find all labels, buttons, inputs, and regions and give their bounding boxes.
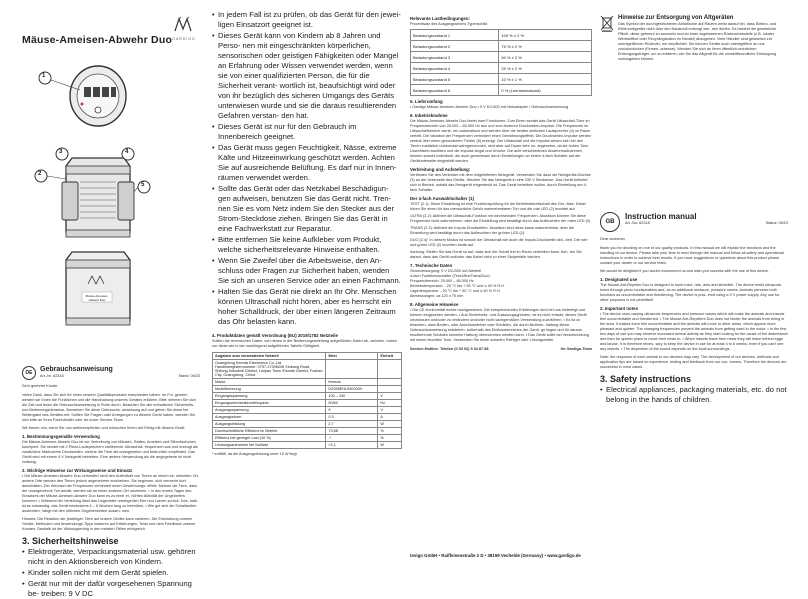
table-note: * entfällt, da die Ausgangsleistung unter 10 W liegt [212, 452, 297, 456]
table-cell [378, 360, 402, 379]
table-cell: Belastungszustand 5 [411, 74, 499, 85]
product-title: Mäuse-Ameisen-Abwehr Duo [22, 34, 173, 46]
table-row [213, 442, 402, 449]
table-row [213, 428, 402, 435]
team-sign: Ihr Gardigo-Team [560, 347, 592, 351]
s5-text: • Gardigo Mäuse-Ameisen-Abwehr Duo • 9 V DC/300 mA Netzadapter • Gebrauchsanweisung [410, 105, 569, 109]
de-s3-heading: 3. Sicherheitshinweise [22, 536, 119, 546]
list-item: • Dieses Gerät ist nur für den Gebrauch im Innenbereich geeignet. [212, 122, 402, 142]
table-cell: 73,68 [326, 428, 378, 435]
gb-e3-heading: 3. Safety instructions [600, 374, 692, 384]
list-item: • Electrical appliances, packaging materials, etc. do not belong in the hands of children. [600, 385, 788, 405]
s7-item: Stromversorgung: 9 V DC/300 mA Netzteil [410, 269, 482, 273]
callout-4: 4 [125, 149, 129, 155]
verb-text: Verbinden Sie den Verbinder mit dem mitgelieferten Netzgerät. Verwenden Sie dazu die Netzgeräte-Buchse (3) an der Unterseite des Geräts. Stecken Sie das Netzgerät in eine 230 V Steckdose. Das Gerät befindet sich in Betrieb, sobald das Netzgerät eingesteckt ist. Das Gerät betreiben wollen, durch Einstellung am 4-fach Schalter. [410, 173, 591, 192]
disposal-text: Das Symbol der durchgestrichenen Abfalltonne auf Rädern weist darauf hin, dass Elektro- und Elektronikgeräte nicht über den Hausmüll entsorgt wer- den dürfen. Es besteht die gesetzliche Pflicht, diese getrennt zu sammeln und an einer zugelassenen Rücknahmestelle (z.B. lokaler Wertstoffhof oder Recyclingstation im Handel) abzugeben. Viele Händler sind gesetzlich zur unentgeltlichen Rücknah- me verpflichtet. Sie können Geräte auch unentgeltlich an uns zurückschicken (Firmen- adresse). Wenden Sie sich an Ihren öffentlich-rechtlichen Entsorgungsträger, um zu erfahren, wie Sie das Altgerät für die umweltfreundliche Entsorgung zurückgeben können. [618, 22, 777, 61]
table-cell: Guangdong Keerda Electronics Co.,Ltd. Handelsregisternummer: 0757-27306006 Xinkang Road, Shilong Industrial District, Lunjiao Town Shunde District, Foshan City, Guangdong, China [213, 360, 326, 379]
table-cell: W [378, 442, 402, 449]
list-item: • Elektrogeräte, Verpackungsmaterial usw. gehören nicht in den Aktionsbereich von Kindern. [22, 547, 200, 567]
table-row [213, 421, 402, 428]
table-row [213, 379, 402, 386]
table-cell: 25 % ± 2 % [499, 63, 592, 74]
de-art-no: Art.-Nr. 62318 [40, 374, 64, 378]
list-item: • Das Gerät muss gegen Feuchtigkeit, Nässe, extreme Kälte und Hitzeeinwirkung geschützt werden. Achten Sie auf ausreichende Belüftung. Es darf nur in Innen- räumen verwendet werden. [212, 143, 402, 183]
device-label: Mäuse-Ameisen-Abwehr Duo [85, 294, 109, 302]
service-hotline: Service-Hotline: Telefon (0 53 02) 9 34 87 88 [410, 347, 489, 351]
gb-e2-heading: 2. Important notes [600, 306, 639, 311]
list-item: • Wenn Sie Zweifel über die Arbeitsweise, den An- schluss oder Fragen zur Sicherheit haben, wenden Sie sich an unseren Service oder an einen Fachmann. [212, 256, 402, 286]
disposal-block [600, 14, 788, 62]
s8-text: • Die CE-Konformität wurde nachgewiesen. Die entsprechenden Erklärungen sind bei uns hinterlegt und können eingesehen werden. • Aus Sicherheits- und Zulassungsgründen, ist es nicht erlaubt, dieses Gerät umzubauen und/oder zu verändern und/oder nicht sachgemäßen Verwendung zuzuführen. • Es ist zu beachten, dass Bedien- oder Anschlussfehler oder Schäden, die durch Nichtein- haltung dieser Gebrauchsanweisung entstehen, außerhalb des Einflussbereiches der Gardi- go liegen und für daraus resultierende Schäden keinerlei Haftung übernommen werden kann. • Das Gerät sollte bei Verschmutzung mit einem feuchten Tuch. Verwenden Sie keine scharfen Reiniger oder Lösungsmittel. [410, 308, 589, 342]
table-cell: Ausgangsstrom [213, 414, 326, 421]
table-row [213, 400, 402, 407]
achtung: Achtung: Stellen Sie das Gerät so auf, dass sich der Schall frei im Raum verbreiten kann. Ach- ten Sie darauf, dass das Gerät und/oder das Kabel nicht zu einer Stolperfalle werden. [410, 250, 582, 259]
callout-2: 2 [38, 171, 42, 177]
table-row [213, 414, 402, 421]
de-wish: Wir freuen uns, wenn Sie uns weiterempfehlen und wünschen Ihnen viel Erfolg mit diesem Gerät. [22, 426, 186, 430]
callout-1: 1 [42, 73, 46, 79]
table-row [213, 360, 402, 379]
column-3 [410, 0, 592, 566]
switch-test: TEST (2.1): Diese Einstellung ist eine Funktionsprüfung für die Betriebsbereitschaft des Ger- ätes. Dabei hören Sie einen für das menschliche Gehör wahrnehmbaren Ton und die rote LED (2) leuchtet auf. [410, 202, 586, 211]
column-1 [22, 0, 200, 598]
gb-e2-text: • The device uses varying ultrasonic frequencies and pressure waves which will make the animals and insects feel uncomfortable and threatened. • The Mouse-Ant-Repellent Duo does not hinder the animals from being in the area. It makes them feel uncomfortable and the animals will move to other areas, which appear more pleasant and quieter. The changing frequencies prevent the animals from getting used to the noise. • In the first two days of use you may observe increased animal activity as they start looking for the cause of the disturbance and then for quieter place to move their nests to. • When insects leave their nests they will leave behind eggs and larvae. It is therefore neces- sary to keep the device in use for at least 4 to 6 weeks, even if you can't see any insects. • The dispersion of the sound depends on the local surroundings. [600, 312, 788, 351]
table-cell: W [378, 421, 402, 428]
table-header: Angaben zum verwendeten Netzteil [213, 353, 326, 360]
device-drawing-icon [22, 54, 200, 364]
gb-note: Note: the response of each animal to our devices may vary. The development of our devices, methods and application tips are based on experience, testing and feedback from our cus- tomers. Therefore the devices are successful in most cases. [600, 355, 787, 369]
psu-table [212, 352, 402, 449]
column-2 [212, 0, 402, 566]
logo-text: GARDIGO [172, 37, 196, 41]
table-cell: Modellkennung [213, 386, 326, 393]
table-cell: Effizienz bei geringer Last (10 %) [213, 435, 326, 442]
table-cell: 2,7 [326, 421, 378, 428]
gb-badge: GB [600, 212, 620, 232]
table-header: Einheit [378, 353, 402, 360]
list-item: • Sollte das Gerät oder das Netzkabel Beschädigun- gen aufweisen, benutzen Sie das Gerät nicht. Tren- nen Sie es vom Netz indem Sie den Stecker aus der Strom-Steckdose ziehen. Bringen Sie das Gerät in eine Fachwerkstatt zur Reparatur. [212, 184, 402, 234]
table-cell: Ausgangsleistung [213, 421, 326, 428]
table-cell: Marke [213, 379, 326, 386]
de-hinweis: Hinweis: Die Reaktion der jeweiligen Tiere auf unsere Geräte kann variieren. Die Entwicklung unserer Geräte, Methoden und Anwendungs-Tipps basieren auf Erfahrungen, Tests und dem Feedback unserer Kunden. Deshalb ist der Wirkungserfolg in den meisten Fällen erfolgreich. [22, 517, 196, 531]
de-heading: Gebrauchsanweisung [40, 366, 113, 373]
table-cell: Belastungszustand 2 [411, 41, 499, 52]
de-badge: DE [22, 366, 36, 380]
de-s1-text: Die Mäuse-Ameisen-Abwehr Duo ist zur Vertreibung von Mäusen, Ratten, Ameisen und Silberfischchen konzipiert. Sie sendet mit 2 Piezo-Lautsprechern variierende Ultraschall- frequenzen aus und erzeugt als zusätzliche Maßnahme Druckwellen, welche die Tiere als unangenehm und bedrohlich empfinden. Das Gerät wird mit einem 9 V Netzgerät betrieben. Eine andere Verwendung als die angegebene ist nicht zulässig. [22, 440, 198, 464]
table-cell: V [378, 407, 402, 414]
gardigo-logo [162, 16, 206, 41]
table-cell: Eingangswechselstromfrequenz [213, 400, 326, 407]
gb-heading: Instruction manual [625, 212, 697, 221]
verb-heading: Verbreitung und Aufstellung: [410, 167, 471, 172]
de-s4-heading: 4. Produktdaten gemäß Verordnung (EU) 2019/1782 Netzteile [212, 333, 338, 338]
switch-ultra: ULTRA (2.2): Aktiviert die Ultraschall-Funktion mit wechselnden Frequenzen. Akustisch können Sie diese Frequenzen nicht wahrnehmen, aber die Einstellung wird bestätigt durch das Aufleuchten der roten LED (2). [410, 214, 592, 223]
gb-header [600, 212, 788, 232]
table-cell: <0,1 [326, 442, 378, 449]
table-row [213, 435, 402, 442]
gb-intro: thank you for deciding on one of our quality products. In this manual we will explain the functions and the handling of our device. Please take your time to read through the manual and follow all safety and operational instructions in order to achieve best results. If you have suggestions or questions about this product please contact your dealer or our service team. [600, 246, 784, 265]
table-cell: 0.3 [326, 414, 378, 421]
s6-text: Die Mäuse-Ameisen-Abwehr Duo bietet zwei Funktionen: Zum Einen sendet das Gerät Ultraschall-Töne im Frequenzbereich von 25.000 – 65.000 Hz aus und zum Anderen Druckwellen-Impulse. Die Frequenzen im Ultraschallbereich varrie- ren automatisch und werden über die beiden seitlichen Lautsprecher (4) im Raum verteilt. Die Variation der Frequenzen verhindert einen Gewöhnungseffekt. Die Druckwellen-Impulse werden zentral über einen gesonderten Treiber (5) erzeugt. Der Ultraschall und die Impulse wirken sich bei den Tieren zusätzlich unbewusst wahrgenommen, sind aber auf Dauer sehr un- angenehm, da sie hohen Tone Unwohlsein auslösen und die Impulse Angst und Unruhe. Die acht verschiedenen Abwehrmaßnahmen können sowohl individuell, als auch gemeinsam durch Einstellungen an einem 4-fach Schalter auf der Gerätunterseite eingestellt werden. [410, 119, 592, 163]
s7-item: Lagertemperatur: - 20 °C bis + 50 °C und ≤ 90 % R.H. [410, 289, 501, 293]
crossed-bin-icon [600, 14, 614, 32]
gb-status: Status: 06/23 [765, 221, 788, 225]
table-row [213, 393, 402, 400]
list-item: • Bitte entfernen Sie keine Aufkleber vom Produkt, welche sicherheitsrelevante Hinweise enthalten. [212, 235, 402, 255]
gb-e1-text: The Mouse-Ant-Repeller Duo is designed to repel mice, rats, ants and silverfish. The device emits ultrasonic tones through piezo loudspeakers and, as an additional measure, pressure waves. Animals perceive both functions as uncomfortable and threatening. The device is pow- ered using a 9 V power supply. Any use for other purposes is not permitted! [600, 283, 782, 302]
table-header: Wert [326, 353, 378, 360]
gb-art-no: Art.-No. 62318 [625, 221, 650, 225]
switch-trans: TRANS (2.3): Aktiviert die Impuls-Druckwellen. Akustisch sind diese kaum wahrnehmbar, aber die Einstellung wird bestätigt durch das Aufleuchten der grünen LED (2). [410, 226, 574, 235]
gb-e3-list [600, 385, 788, 405]
table-cell: 100 – 240 [326, 393, 378, 400]
table-row [411, 74, 592, 85]
table-cell: Belastungszustand 6 [411, 85, 499, 96]
callout-5: 5 [141, 182, 145, 188]
de-stand: Stand: 06/23 [178, 374, 200, 378]
levels-sub: Prozentsatz des Ausgangsstroms Typenschild [410, 22, 488, 26]
table-row [411, 63, 592, 74]
switch-duo: DUO (2.4): In diesem Modus ist sowohl der Ultraschall wie auch die Impuls-Druckwelle akti- viert. Die rote und grüne LED (2) leuchten beide auf. [410, 238, 588, 247]
device-illustration [22, 54, 200, 364]
table-cell: V [378, 393, 402, 400]
table-header-row [213, 353, 402, 360]
gb-recommend: We would be delighted if you would recommend us and wish you success with the use of this device. [600, 269, 770, 273]
table-cell: -* [326, 435, 378, 442]
gb-greeting: Dear customer, [600, 237, 626, 241]
table-cell: A [378, 414, 402, 421]
table-row [411, 41, 592, 52]
table-cell [326, 360, 378, 379]
de-header [22, 366, 200, 380]
de-s4-text: Sollten die technischen Daten, von denen in der Bedienungsanleitung aufgeführten Daten ab- weichen, haben nur diese wie in der nachfolgend aufgeführten Tabelle Gültigkeit. [212, 339, 397, 348]
table-cell: 0 % (Leerlaufzustand) [499, 85, 592, 96]
s8-heading: 8. Allgemeine Hinweise [410, 302, 459, 307]
s7-heading: 7. Technische Daten [410, 263, 453, 268]
table-cell: 10 % ± 1 % [499, 74, 592, 85]
table-cell: Belastungszustand 3 [411, 52, 499, 63]
de-s1-heading: 1. Bestimmungsgemäße Verwendung [22, 434, 100, 439]
table-cell: 9 [326, 407, 378, 414]
table-cell: DZ006EHL090030V [326, 386, 378, 393]
table-cell: Keerda [326, 379, 378, 386]
load-levels-table [410, 29, 592, 96]
de-s3-list [22, 547, 200, 599]
table-row [411, 85, 592, 96]
table-cell [378, 386, 402, 393]
callout-3: 3 [59, 149, 63, 155]
list-item: • Kinder sollen nicht mit dem Gerät spielen. [22, 568, 200, 578]
switch-heading: Der 4-fach Auswahlschalter (1) [410, 196, 475, 201]
table-cell: Eingangsspannung [213, 393, 326, 400]
list-item: • Halten Sie das Gerät nie direkt an Ihr Ohr. Menschen können Ultraschall nicht hören, aber es herrscht ein hoher Schalldruck, der über einen längeren Zeitraum das Ohr belasten kann. [212, 287, 402, 327]
s6-heading: 6. Inbetriebnahme [410, 113, 448, 118]
table-cell: 50/60 [326, 400, 378, 407]
table-cell: % [378, 435, 402, 442]
de-s2-heading: 2. Wichtige Hinweise zur Wirkungsweise und Einsatz [22, 468, 133, 473]
table-cell: 75 % ± 2 % [499, 41, 592, 52]
table-cell: % [378, 428, 402, 435]
list-item: • In jedem Fall ist zu prüfen, ob das Gerät für den jewei- ligen Einsatzort geeignet ist. [212, 10, 402, 30]
table-row [411, 30, 592, 41]
table-cell: 100 % ± 2 % [499, 30, 592, 41]
de-s2-text: • Die Mäuse-Ameisen-Abwehr Duo verhindert nicht den Aufenthalt von Tieren an einem be- stimmten Ort, andere Orte werden den Tieren jedoch angenehmer erscheinen. Sie beginnen, sich vermehrt dort aufzuhalten. Der Wechsel der Frequenzen verhindert einen Gewöhnungs- effekt. Merken die Tiere, dass der unangenehme Ton anhält, werden sie an einen anderen Ort umziehen. • In den ersten Tagen des Einsatzes der Mäuse-Ameisen-Abwehr Duo kann es zu einer er- höhten Aktivität der Ungeziefers kommen. • Während der Verteilung lässt das Ungeziefer unweigerlich Eier und Larven zurück. Des- halb ist es notwendig, das Gerät mindestens 4 – 6 Wochen lang zu betreiben, • Wie gut sich die Schallwellen ausbreiten, hängt mit den örtlichen Gegebenheiten zusam- men. [22, 474, 199, 513]
table-cell: Durchschnittliche Effizienz im Betrieb [213, 428, 326, 435]
gb-e1-heading: 1. Designated use [600, 277, 638, 282]
s7-item: Abmessungen: ca 120 x 75 mm [410, 294, 464, 298]
de-safety-list [212, 10, 402, 327]
footer-address: tevigo GmbH • Raiffeisenstraße 2 D • 38159 Vechelde (Germany) • www.gardigo.de [410, 553, 581, 558]
table-cell: Hz [378, 400, 402, 407]
levels-heading: Relevante Lastbedingungen: [410, 16, 471, 21]
table-cell: 50 % ± 2 % [499, 52, 592, 63]
list-item: • Dieses Gerät kann von Kindern ab 8 Jahren und Perso- nen mit eingeschränkten körperlichen, sensorischen oder geistigen Fähigkeiten oder Mangel an Erfahrung oder Wissen verwendet werden, wenn sie von einer qualifizierten Person, die für die Sicherheit verant- wortlich ist, beaufsichtigt wird oder von ihr bezüglich des sicheren Umgangs des Geräts unterwiesen wurde und sie die daraus resultierenden Gefahren verstan- den hat. [212, 31, 402, 121]
table-cell: Leistungsaufnahme bei Nulllast [213, 442, 326, 449]
de-greeting: Sehr geehrter Kunde, [22, 384, 59, 388]
s5-heading: 5. Lieferumfang [410, 99, 443, 104]
table-cell: Belastungszustand 4 [411, 63, 499, 74]
list-item: • Gerät nur mit der dafür vorgesehenen Spannung be- treiben: 9 V DC [22, 579, 200, 599]
table-cell: Belastungszustand 1 [411, 30, 499, 41]
table-row [213, 386, 402, 393]
table-cell [378, 379, 402, 386]
disposal-heading: Hinweise zur Entsorgung von Altgeräten [618, 15, 734, 21]
table-row [411, 52, 592, 63]
s7-item: Betriebstemperatur: - 20 °C bis + 50 °C und ≤ 90 % R.H. [410, 284, 505, 288]
column-4 [600, 0, 788, 566]
table-cell: Ausgangsspannung [213, 407, 326, 414]
s7-item: 4-fach Funktionsschalter (Test/Ultra/Trans/Duo) [410, 274, 490, 278]
gardigo-logo-icon [174, 16, 194, 32]
s7-item: Frequenzbereich: 25.000 – 65.000 Hz [410, 279, 474, 283]
table-row [213, 407, 402, 414]
de-intro: vielen Dank, dass Sie sich für eines unserer Qualitätsprodukte entschieden haben. Im Fol- genden werden wir Ihnen die Funktionen und die Handhabung unseres Gerätes erklären. Bitte nehmen Sie sich die Zeit und lesen die Gebrauchsanweisung in Ruhe durch. Beachten Sie alle enthaltenen Sicherheits- und Bedienungshinweise. Bewahren Sie diese Gebrauchs- anweisung auf und geben Sie diese bei Weitergabe des Gerätes mit. Sollten Sie Fragen oder Anregungen zu diesem Gerät haben, wenden Sie sich bitte an Ihren Fachhändler oder an unser Service-Team. [22, 393, 196, 422]
